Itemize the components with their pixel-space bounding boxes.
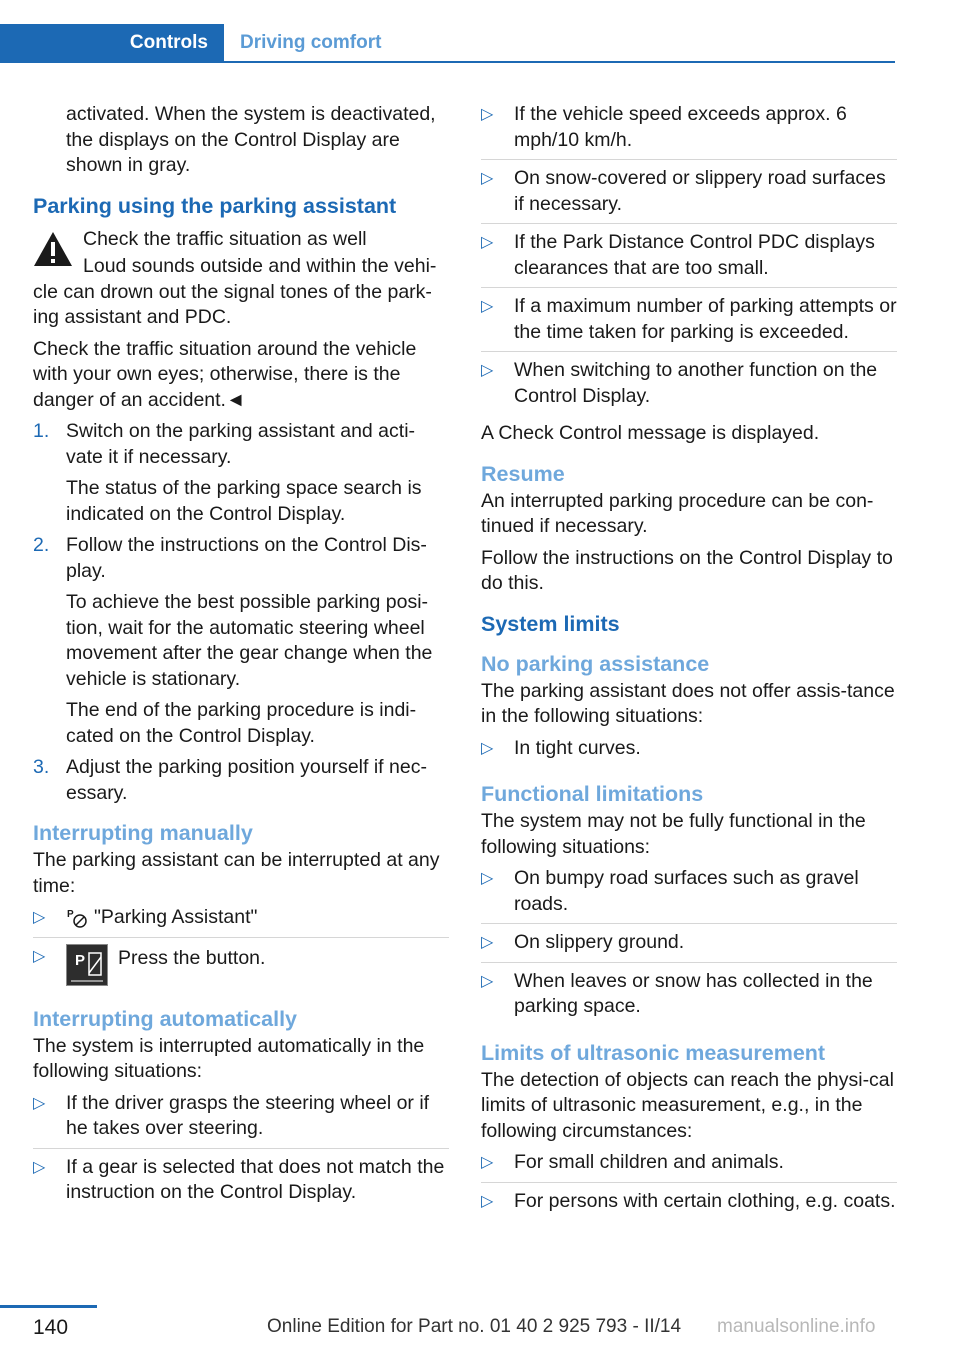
bullet-triangle-icon: ▷ xyxy=(33,909,46,926)
list-item xyxy=(481,736,897,768)
parking-assistant-icon xyxy=(66,907,88,929)
list-item-text: When leaves or snow has collected in the parking space. xyxy=(514,969,873,1017)
bullet-triangle-icon: ▷ xyxy=(481,934,494,951)
check-control-text: A Check Control message is displayed. xyxy=(481,422,820,444)
noassist-list xyxy=(481,736,897,768)
bullet-triangle-icon: ▷ xyxy=(481,1192,494,1210)
func-text: The system may not be fully functional in the following situations: xyxy=(481,810,866,858)
auto-list xyxy=(33,1091,449,1212)
list-item-text: If the Park Distance Control PDC displays clearances that are too small. xyxy=(514,231,875,279)
left-column xyxy=(33,102,449,1218)
step-text: Switch on the parking assistant and acti‐vate it if necessary. xyxy=(66,420,416,468)
list-item-text: When switching to another function on the Control Display. xyxy=(514,359,878,407)
page-number: 140 xyxy=(33,1316,69,1339)
svg-text:P: P xyxy=(75,951,86,969)
list-item xyxy=(481,930,897,963)
list-item xyxy=(481,866,897,924)
tab-controls[interactable]: Controls xyxy=(0,24,224,62)
list-item-text: On slippery ground. xyxy=(514,931,685,953)
step-item xyxy=(33,419,449,527)
step-number: 1. xyxy=(33,420,50,442)
warning-block xyxy=(33,227,449,414)
intro-text: activated. When the system is deactivated, the displays on the Control Display are shown in gray. xyxy=(66,103,436,176)
bullet-triangle-icon: ▷ xyxy=(481,870,494,887)
auto-text: The system is interrupted automatically in the following situations: xyxy=(33,1034,425,1082)
step-text: To achieve the best possible parking posi‐tion, wait for the automatic steering wheel movement after the gear change when the vehicle is stationary. xyxy=(66,591,433,690)
func-list xyxy=(481,866,897,1026)
step-text: The status of the parking space search is indicated on the Control Display. xyxy=(66,477,422,525)
heading-parking-assistant: Parking using the parking assistant xyxy=(33,193,397,218)
list-item xyxy=(481,1150,897,1183)
bullet-triangle-icon: ▷ xyxy=(33,1158,46,1176)
step-number: 2. xyxy=(33,534,50,556)
menu-parking-assistant: "Parking Assistant" xyxy=(94,906,258,928)
heading-system-limits: System limits xyxy=(481,611,620,636)
bullet-triangle-icon: ▷ xyxy=(481,298,494,315)
bullet-triangle-icon: ▷ xyxy=(481,362,494,379)
list-item xyxy=(481,102,897,160)
button-row xyxy=(66,944,449,986)
edition-text: Online Edition for Part no. 01 40 2 925 793 - II/14 xyxy=(267,1316,682,1337)
noassist-text: The parking assistant does not offer assis‐tance in the following situations: xyxy=(481,679,895,727)
list-item-text: In tight curves. xyxy=(514,736,641,759)
step-list xyxy=(33,419,449,806)
warning-text-2: Check the traffic situation around the vehicle with your own eyes; otherwise, there is the danger of an accident.◄ xyxy=(33,337,417,411)
list-item-text: If a gear is selected that does not match the instruction on the Control Display. xyxy=(66,1155,445,1203)
heading-ultrasonic-limits: Limits of ultrasonic measurement xyxy=(481,1040,826,1065)
bullet-triangle-icon: ▷ xyxy=(481,170,494,187)
heading-resume: Resume xyxy=(481,461,565,486)
warning-text-1-content: Loud sounds outside and within the vehi‐cle can drown out the signal tones of the park‐ing assistant and PDC. xyxy=(33,255,437,328)
ultra-text: The detection of objects can reach the physi‐cal limits of ultrasonic measurement, e.g., in the following circumstances: xyxy=(481,1068,894,1142)
continued-list xyxy=(481,102,897,415)
watermark: manualsonline.info xyxy=(717,1316,876,1337)
step-text: Follow the instructions on the Control Dis‐play. xyxy=(66,534,427,582)
svg-text:P: P xyxy=(67,908,74,920)
list-item xyxy=(33,944,449,992)
list-item xyxy=(33,1091,449,1149)
heading-functional-limitations: Functional limitations xyxy=(481,782,704,806)
footer-rule xyxy=(0,1305,97,1308)
list-item xyxy=(33,1155,449,1212)
warning-text-1 xyxy=(33,254,449,331)
list-item xyxy=(481,358,897,415)
bullet-triangle-icon: ▷ xyxy=(481,106,494,123)
list-item-text: On snow-covered or slippery road surfaces if necessary. xyxy=(514,167,886,215)
step-item xyxy=(33,533,449,749)
bullet-triangle-icon: ▷ xyxy=(33,947,46,965)
heading-no-parking-assistance: No parking assistance xyxy=(481,651,710,676)
bullet-triangle-icon: ▷ xyxy=(481,739,494,757)
manual-list xyxy=(33,905,449,992)
step-text: Adjust the parking position yourself if nec‐essary. xyxy=(66,756,427,804)
step-number: 3. xyxy=(33,756,50,778)
manual-text: The parking assistant can be interrupted at any time: xyxy=(33,849,440,897)
list-item xyxy=(481,166,897,224)
warning-title: Check the traffic situation as well xyxy=(83,227,367,250)
list-item xyxy=(481,230,897,288)
warning-triangle-icon xyxy=(33,231,73,267)
list-item xyxy=(33,905,449,938)
bullet-triangle-icon: ▷ xyxy=(481,1154,494,1171)
press-button-text: Press the button. xyxy=(118,946,266,969)
right-column xyxy=(481,102,897,1226)
bullet-triangle-icon: ▷ xyxy=(33,1094,46,1112)
ultra-list xyxy=(481,1150,897,1220)
list-item xyxy=(481,969,897,1026)
page-header xyxy=(0,24,895,62)
list-item-text: For small children and animals. xyxy=(514,1151,784,1173)
list-item xyxy=(481,294,897,352)
heading-interrupting-manually: Interrupting manually xyxy=(33,821,253,845)
bullet-triangle-icon: ▷ xyxy=(481,972,494,990)
bullet-triangle-icon: ▷ xyxy=(481,234,494,251)
tab-driving-comfort[interactable]: Driving comfort xyxy=(240,32,382,53)
step-text: The end of the parking procedure is indi‐cated on the Control Display. xyxy=(66,699,417,747)
list-item-text: If the vehicle speed exceeds approx. 6 mph/10 km/h. xyxy=(514,103,847,151)
list-item xyxy=(481,1189,897,1221)
resume-text-2: Follow the instructions on the Control Display to do this. xyxy=(481,546,893,594)
header-rule xyxy=(0,61,895,63)
list-item-text: If a maximum number of parking attempts or the time taken for parking is exceeded. xyxy=(514,295,897,343)
list-item-text: For persons with certain clothing, e.g. coats. xyxy=(514,1189,896,1212)
step-item xyxy=(33,755,449,806)
parking-button-icon xyxy=(66,944,108,986)
list-item-text: On bumpy road surfaces such as gravel roads. xyxy=(514,867,859,915)
resume-text-1: An interrupted parking procedure can be con‐tinued if necessary. xyxy=(481,489,874,537)
heading-interrupting-automatically: Interrupting automatically xyxy=(33,1006,298,1031)
list-item-text: If the driver grasps the steering wheel or if he takes over steering. xyxy=(66,1091,430,1139)
